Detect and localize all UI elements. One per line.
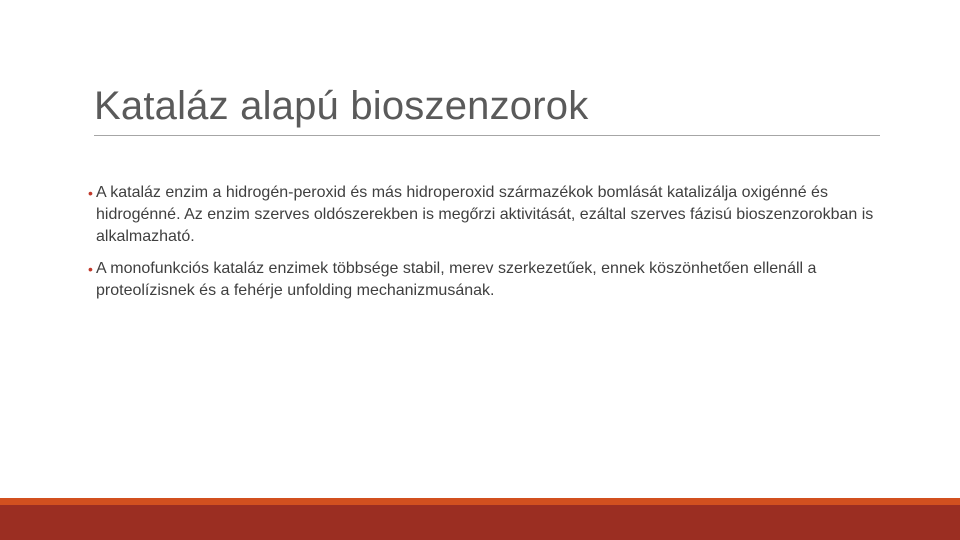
bullet-text: A kataláz enzim a hidrogén-peroxid és más hidroperoxid származékok bomlását katalizálja oxigénné és hidrogénné. Az enzim szerves oldószerekben is megőrzi aktivitását, ezáltal szerves fázisú bioszenzorokban is alkalmazható.	[96, 184, 874, 245]
bullet-item	[88, 258, 878, 302]
bullet-marker: •	[88, 185, 93, 201]
title-divider	[94, 135, 880, 136]
bullet-list	[88, 182, 878, 302]
bullet-item	[88, 182, 878, 248]
bullet-marker: •	[88, 261, 93, 277]
slide-title: Kataláz alapú bioszenzorok	[94, 84, 589, 128]
footer-bar	[0, 498, 960, 540]
footer-bar-highlight	[0, 498, 960, 505]
bullet-text: A monofunkciós kataláz enzimek többsége stabil, merev szerkezetűek, ennek köszönhetően ellenáll a proteolízisnek és a fehérje unfolding mechanizmusának.	[96, 260, 817, 299]
